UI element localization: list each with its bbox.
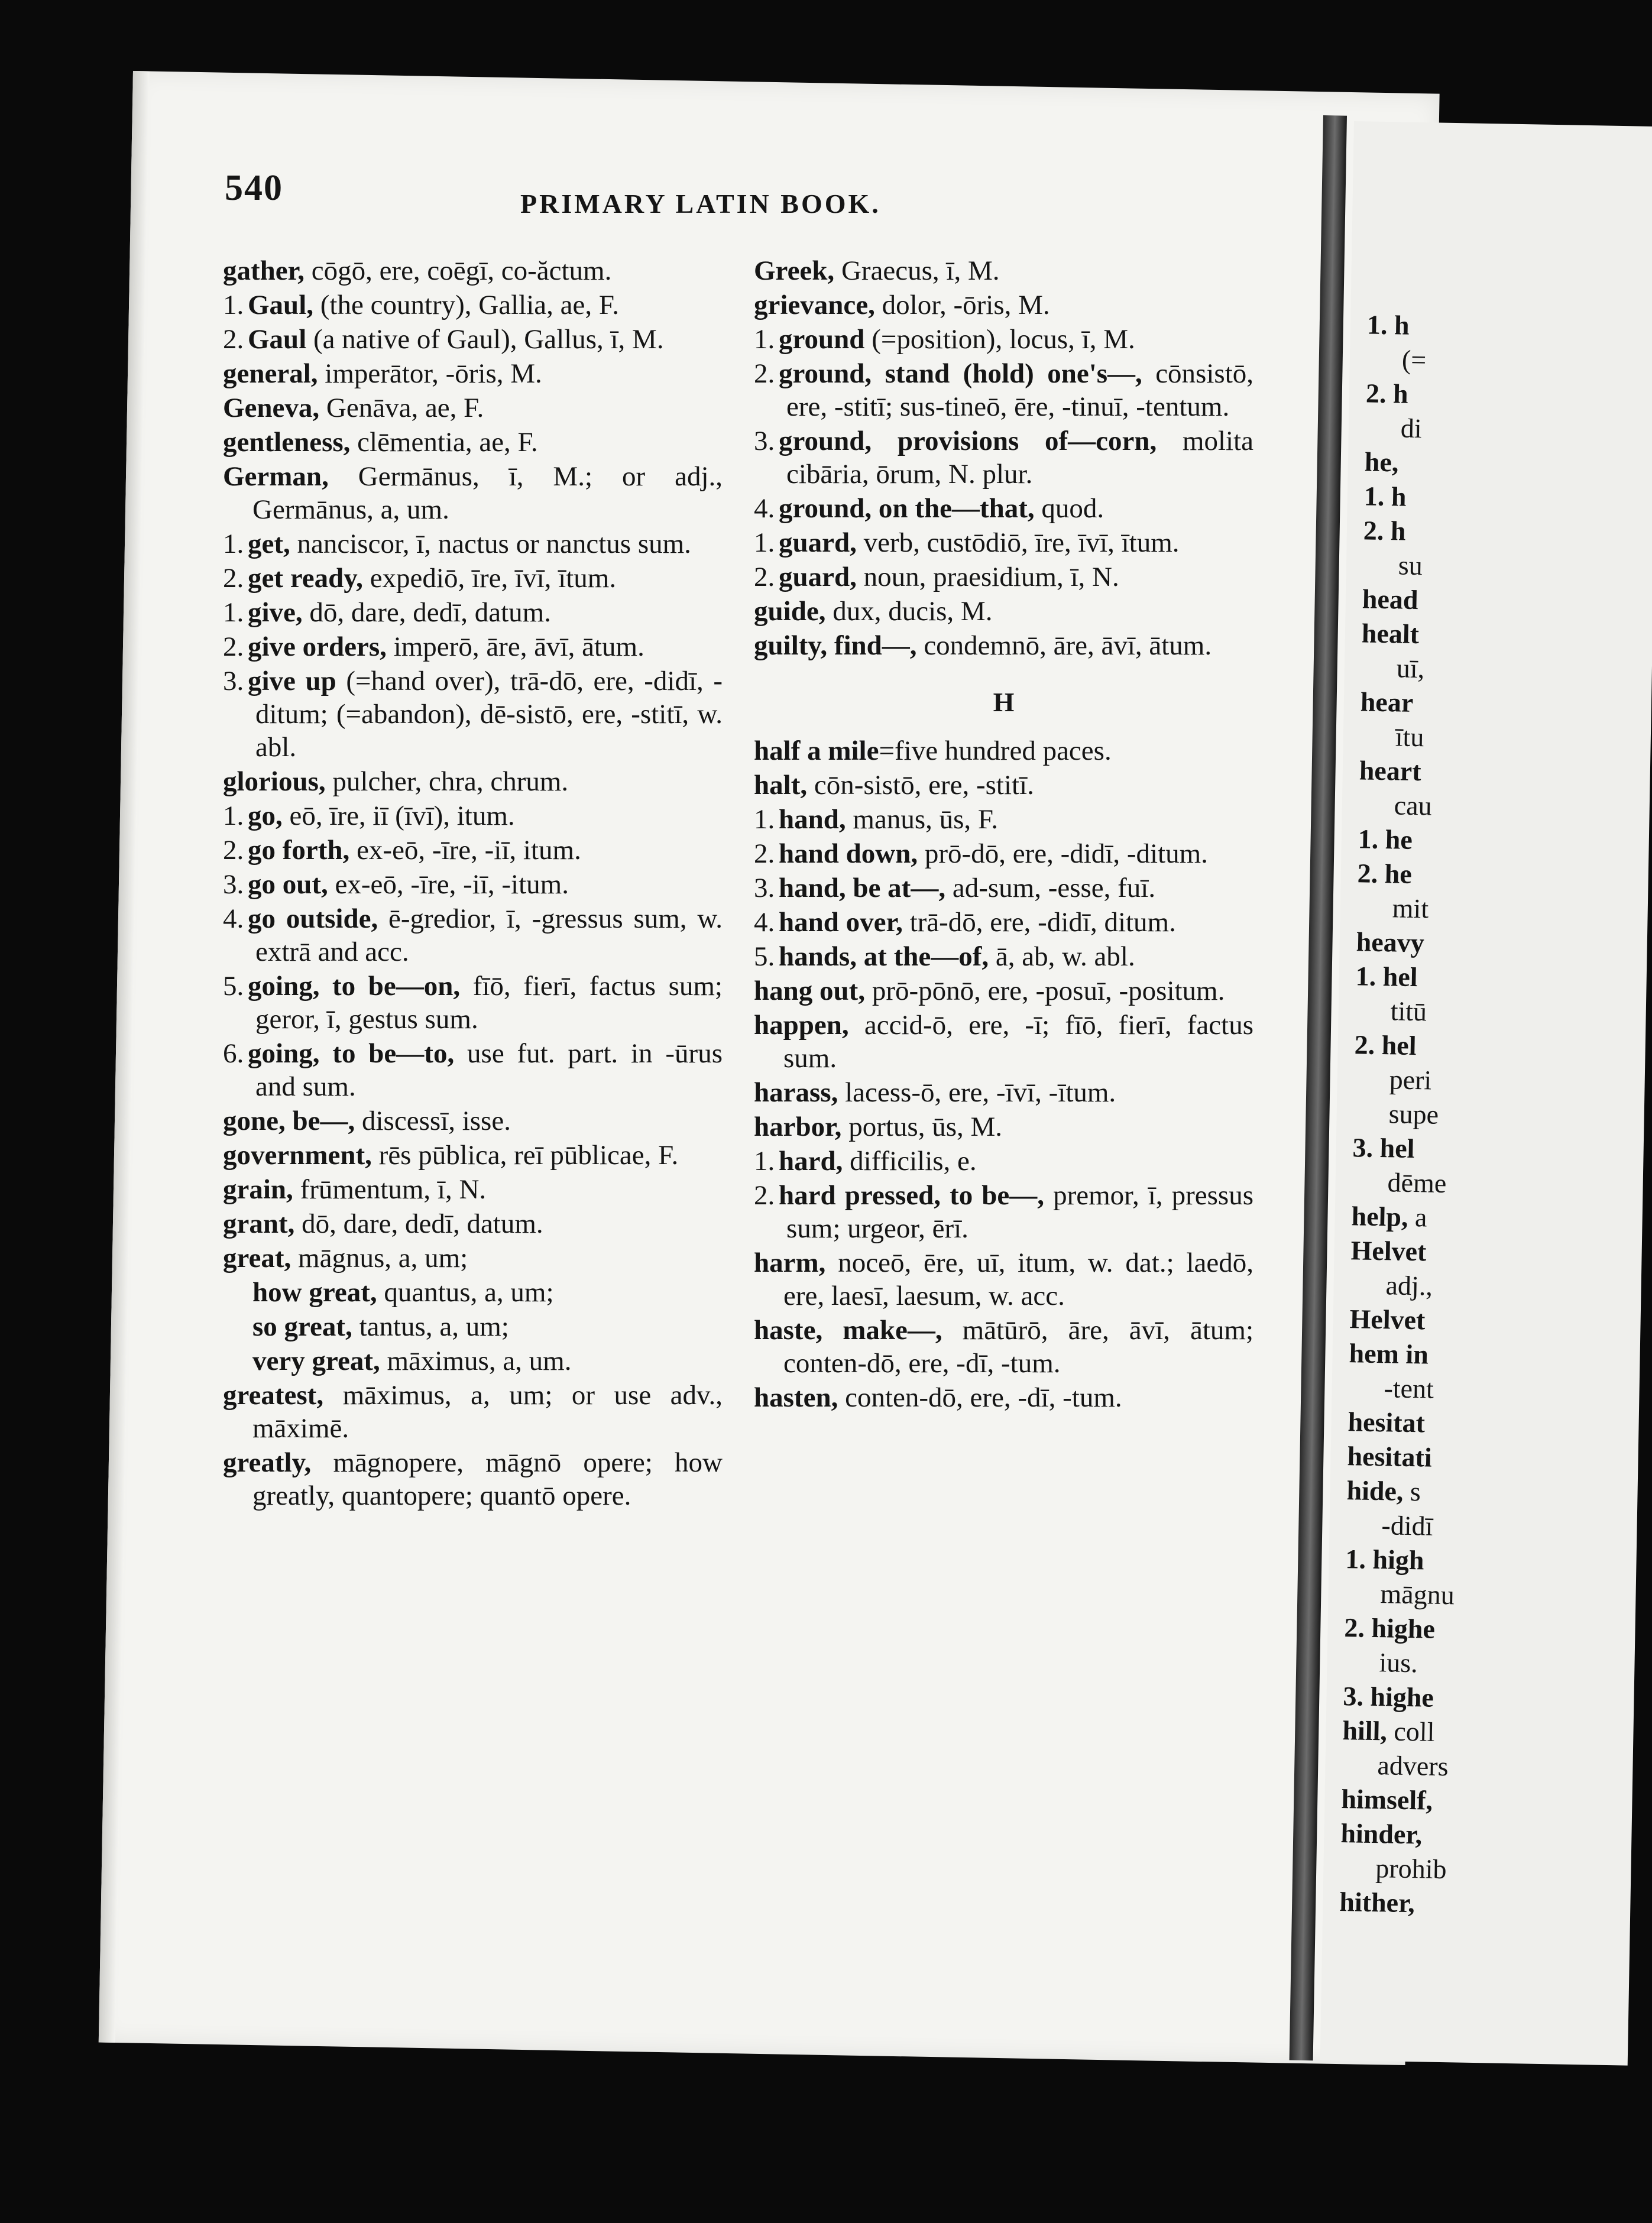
dictionary-entry <box>754 526 1253 559</box>
dictionary-entry <box>754 940 1253 973</box>
dictionary-entry <box>754 289 1253 322</box>
dictionary-entry <box>754 492 1253 525</box>
facing-entry-fragment <box>1326 1679 1634 1719</box>
headword: gentleness, <box>223 427 351 458</box>
facing-entry-fragment <box>1325 1748 1633 1787</box>
dictionary-entry <box>754 837 1253 870</box>
entry-number: 2. <box>223 324 244 355</box>
entry-definition: coll <box>1387 1716 1435 1747</box>
entry-definition: (= <box>1401 344 1427 375</box>
page-edge <box>99 71 150 2043</box>
dictionary-entry <box>754 1179 1253 1245</box>
dictionary-entry <box>223 527 723 560</box>
entry-definition: discessī, isse. <box>355 1106 511 1136</box>
headword: Geneva, <box>223 393 320 423</box>
facing-entry-fragment <box>1342 753 1650 793</box>
entry-definition: Graecus, ī, M. <box>834 255 1000 286</box>
entry-definition: ex-eō, -īre, -iī, itum. <box>349 835 581 866</box>
headword: hear <box>1360 686 1414 718</box>
entry-definition: noun, praesidium, ī, N. <box>856 562 1119 592</box>
entry-number: 3. <box>223 666 244 696</box>
entry-definition: māximus, a, um. <box>380 1346 572 1376</box>
dictionary-entry <box>754 769 1253 802</box>
headword: hand down, <box>779 838 918 869</box>
entry-definition: māgnopere, māgnō opere; how greatly, quantopere; quantō opere. <box>252 1447 723 1511</box>
facing-entry-fragment <box>1347 479 1652 519</box>
facing-entry-fragment <box>1329 1542 1637 1582</box>
dictionary-entry <box>223 630 723 663</box>
entry-definition: conten-dō, ere, -dī, -tum. <box>838 1382 1122 1413</box>
headword: hesitat <box>1347 1407 1426 1438</box>
headword: heavy <box>1356 926 1425 958</box>
dictionary-entry <box>223 391 723 424</box>
entry-number: 1. <box>223 529 244 559</box>
left-column <box>223 254 723 1514</box>
facing-entry-fragment <box>1327 1645 1635 1684</box>
entry-definition: -didī <box>1381 1510 1433 1541</box>
facing-entry-fragment <box>1330 1473 1638 1513</box>
headword: hide, <box>1346 1475 1404 1506</box>
facing-entry-fragment <box>1345 582 1652 621</box>
entry-definition: prohib <box>1375 1853 1447 1885</box>
facing-page <box>1320 121 1652 2066</box>
headword: Greek, <box>754 255 835 286</box>
right-column <box>754 254 1253 1415</box>
headword: 1. he <box>1358 824 1413 855</box>
entry-definition: verb, custōdiō, īre, īvī, ītum. <box>856 527 1180 558</box>
headword: go forth, <box>248 835 350 866</box>
entry-definition: s <box>1403 1476 1421 1507</box>
entry-definition: ē-gredior, ī, -gressus sum, w. extrā and acc. <box>255 903 723 967</box>
headword: hesitati <box>1347 1441 1433 1473</box>
entry-definition: manus, ūs, F. <box>846 804 999 835</box>
entry-definition: cōgō, ere, coēgī, co-ăctum. <box>304 255 612 286</box>
dictionary-entry <box>223 1446 723 1512</box>
entry-number: 1. <box>754 804 775 835</box>
entry-number: 4. <box>754 907 775 938</box>
facing-entry-fragment <box>1338 993 1646 1033</box>
headword: hard, <box>779 1146 843 1177</box>
headword: harm, <box>754 1247 826 1278</box>
entry-number: 2. <box>754 562 775 592</box>
entry-definition: =five hundred paces. <box>879 735 1112 766</box>
dictionary-entry <box>223 1139 723 1172</box>
dictionary-entry <box>223 1344 723 1378</box>
facing-entry-fragment <box>1345 616 1652 656</box>
entry-definition: māgnu <box>1380 1579 1455 1610</box>
entry-definition: Genāva, ae, F. <box>319 393 484 423</box>
entry-number: 1. <box>223 597 244 628</box>
entry-definition: (a native of Gaul), Gallus, ī, M. <box>306 324 664 355</box>
facing-entry-fragment <box>1331 1405 1639 1444</box>
dictionary-entry <box>223 596 723 629</box>
right-column-h-entries <box>754 734 1253 1414</box>
headword: great, <box>223 1243 291 1273</box>
facing-entry-fragment <box>1337 1028 1645 1067</box>
dictionary-entry <box>754 595 1253 628</box>
headword: hand over, <box>779 907 903 938</box>
dictionary-entry <box>754 1110 1253 1143</box>
headword: hand, <box>779 804 846 835</box>
entry-definition: rēs pūblica, reī pūblicae, F. <box>371 1140 679 1171</box>
headword: give up <box>248 666 336 696</box>
headword: gone, be—, <box>223 1106 355 1136</box>
headword: ground, provisions of—corn, <box>779 426 1157 456</box>
headword: go, <box>248 801 283 831</box>
facing-entry-fragment <box>1327 1610 1635 1650</box>
entry-definition: lacess-ō, ere, -īvī, -ītum. <box>838 1077 1116 1108</box>
headword: Helvet <box>1350 1235 1427 1267</box>
entry-number: 2. <box>223 631 244 662</box>
entry-definition: mit <box>1392 893 1429 924</box>
entry-definition: Germānus, ī, M.; or adj., Germānus, a, um. <box>252 461 723 525</box>
facing-entry-fragment <box>1349 342 1652 381</box>
dictionary-entry <box>223 970 723 1036</box>
headword: hands, at the—of, <box>779 941 989 972</box>
entry-number: 1. <box>223 801 244 831</box>
entry-definition: a <box>1408 1201 1427 1233</box>
facing-entry-fragment <box>1340 856 1648 896</box>
entry-definition: pulcher, chra, chrum. <box>325 766 569 797</box>
facing-page-entries <box>1323 121 1652 1924</box>
headword: guilty, find—, <box>754 630 917 661</box>
headword: 1. hel <box>1355 961 1418 993</box>
headword: hither, <box>1339 1887 1415 1919</box>
entry-definition: imperō, āre, āvī, ātum. <box>386 631 644 662</box>
headword: ground, stand (hold) one's—, <box>779 358 1142 389</box>
headword: government, <box>223 1140 372 1171</box>
entry-definition: mātūrō, āre, āvī, ātum; conten-dō, ere, -dī, -tum. <box>783 1315 1253 1379</box>
headword: help, <box>1351 1201 1408 1232</box>
entry-definition: dolor, -ōris, M. <box>874 290 1050 320</box>
entry-definition: molita cibāria, ōrum, N. plur. <box>786 426 1253 490</box>
entry-number: 3. <box>754 426 775 456</box>
headword: harass, <box>754 1077 838 1108</box>
entry-definition: titū <box>1390 996 1427 1027</box>
facing-entry-fragment <box>1333 1268 1641 1307</box>
facing-entry-fragment <box>1336 1096 1644 1136</box>
headword: very great, <box>252 1346 380 1376</box>
headword: get, <box>248 529 290 559</box>
dictionary-entry <box>223 1173 723 1206</box>
headword: 2. hel <box>1354 1029 1417 1061</box>
entry-number: 2. <box>223 563 244 594</box>
headword: ground <box>779 324 865 355</box>
headword: give, <box>248 597 303 628</box>
entry-definition: cōn-sistō, ere, -stitī. <box>807 770 1034 801</box>
dictionary-entry <box>754 357 1253 423</box>
dictionary-entry <box>223 1276 723 1309</box>
facing-entry-fragment <box>1344 650 1652 690</box>
entry-definition: dux, ducis, M. <box>825 596 993 627</box>
headword: happen, <box>754 1010 849 1041</box>
dictionary-entry <box>223 834 723 867</box>
dictionary-entry <box>754 974 1253 1007</box>
entry-definition: prō-dō, ere, -didī, -ditum. <box>918 838 1208 869</box>
headword: grievance, <box>754 290 875 320</box>
entry-number: 3. <box>754 873 775 903</box>
entry-definition: māximus, a, um; or use adv., māximē. <box>252 1380 723 1444</box>
dictionary-entry <box>223 1037 723 1103</box>
headword: hard pressed, to be—, <box>779 1180 1045 1211</box>
headword: give orders, <box>248 631 387 662</box>
dictionary-entry <box>754 803 1253 836</box>
headword: get ready, <box>248 563 363 594</box>
facing-entry-fragment <box>1323 1885 1631 1924</box>
entry-definition: frūmentum, ī, N. <box>293 1174 487 1205</box>
facing-entry-fragment <box>1340 890 1648 930</box>
entry-number: 1. <box>223 290 244 320</box>
dictionary-entry <box>754 1381 1253 1414</box>
facing-entry-fragment <box>1332 1336 1640 1376</box>
headword: he, <box>1364 446 1399 478</box>
entry-definition: advers <box>1377 1750 1449 1782</box>
dictionary-entry <box>223 1242 723 1275</box>
dictionary-entry <box>754 1145 1253 1178</box>
entry-definition: quantus, a, um; <box>377 1277 554 1308</box>
dictionary-entry <box>754 734 1253 767</box>
facing-entry-fragment <box>1332 1370 1640 1410</box>
dictionary-entry <box>223 1310 723 1343</box>
entry-definition: portus, ūs, M. <box>841 1112 1003 1142</box>
headword: hasten, <box>754 1382 838 1413</box>
dictionary-entry <box>223 357 723 390</box>
facing-entry-fragment <box>1323 1851 1631 1890</box>
headword: Gaul, <box>248 290 314 320</box>
entry-definition: expediō, īre, īvī, ītum. <box>362 563 617 594</box>
entry-definition: eō, īre, iī (īvī), itum. <box>282 801 515 831</box>
entry-definition: nanciscor, ī, nactus or nanctus sum. <box>290 529 691 559</box>
headword: himself, <box>1341 1784 1433 1816</box>
facing-entry-fragment <box>1343 685 1651 724</box>
headword: grant, <box>223 1208 295 1239</box>
headword: hand, be at—, <box>779 873 946 903</box>
dictionary-entry <box>754 254 1253 287</box>
headword: 3. highe <box>1343 1681 1434 1713</box>
dictionary-entry <box>223 1379 723 1445</box>
headword: how great, <box>252 1277 377 1308</box>
headword: hinder, <box>1340 1818 1423 1850</box>
facing-entry-fragment <box>1328 1576 1636 1616</box>
dictionary-entry <box>754 1009 1253 1075</box>
entry-number: 4. <box>754 493 775 524</box>
facing-entry-fragment <box>1330 1439 1638 1479</box>
entry-definition: clēmentia, ae, F. <box>350 427 538 458</box>
headword: ground, on the—that, <box>779 493 1035 524</box>
entry-definition: ā, ab, w. abl. <box>989 941 1135 972</box>
dictionary-entry <box>223 460 723 526</box>
entry-definition: noceō, ēre, uī, itum, w. dat.; laedō, ere, laesī, laesum, w. acc. <box>783 1247 1253 1311</box>
headword: Gaul <box>248 324 307 355</box>
headword: glorious, <box>223 766 326 797</box>
dictionary-entry <box>223 254 723 287</box>
headword: going, to be—on, <box>248 971 461 1002</box>
headword: healt <box>1361 618 1420 650</box>
dictionary-entry <box>223 902 723 968</box>
headword: 1. h <box>1366 309 1410 341</box>
headword: 2. highe <box>1344 1612 1436 1644</box>
entry-definition: cau <box>1394 790 1433 821</box>
dictionary-entry <box>754 1314 1253 1380</box>
facing-entry-fragment <box>1333 1302 1641 1341</box>
facing-entry-fragment <box>1339 959 1647 999</box>
headword: 1. high <box>1345 1544 1424 1576</box>
entry-definition: difficilis, e. <box>843 1146 977 1177</box>
facing-entry-fragment <box>1346 513 1652 553</box>
entry-definition: prō-pōnō, ere, -posuī, -positum. <box>865 976 1225 1006</box>
headword: hem in <box>1349 1338 1429 1370</box>
facing-entry-fragment <box>1324 1816 1632 1856</box>
entry-definition: premor, ī, pressus sum; urgeor, ērī. <box>786 1180 1253 1244</box>
entry-number: 1. <box>754 324 775 355</box>
headword: so great, <box>252 1311 352 1342</box>
facing-entry-fragment <box>1334 1233 1642 1273</box>
entry-definition: condemnō, āre, āvī, ātum. <box>916 630 1212 661</box>
headword: gather, <box>223 255 305 286</box>
facing-entry-fragment <box>1326 1713 1634 1753</box>
facing-entry-fragment <box>1349 376 1652 416</box>
headword: go out, <box>248 869 328 900</box>
entry-definition: use fut. part. in -ūrus and sum. <box>255 1038 723 1102</box>
dictionary-entry <box>754 1076 1253 1109</box>
entry-number: 2. <box>754 838 775 869</box>
headword: grain, <box>223 1174 293 1205</box>
facing-entry-fragment <box>1346 547 1652 587</box>
entry-definition: supe <box>1388 1098 1439 1130</box>
dictionary-entry <box>754 906 1253 939</box>
entry-definition: māgnus, a, um; <box>291 1243 468 1273</box>
entry-number: 5. <box>223 971 244 1002</box>
entry-definition: dēme <box>1387 1167 1447 1198</box>
dictionary-entry <box>754 424 1253 491</box>
entry-number: 2. <box>223 835 244 866</box>
facing-entry-fragment <box>1337 1062 1645 1101</box>
headword: hill, <box>1342 1715 1388 1746</box>
dictionary-entry <box>223 1207 723 1240</box>
entry-definition: di <box>1400 413 1423 444</box>
entry-definition: tantus, a, um; <box>352 1311 509 1342</box>
headword: hang out, <box>754 976 866 1006</box>
headword: half a mile <box>754 735 879 766</box>
headword: head <box>1362 584 1418 615</box>
headword: guard, <box>779 527 857 558</box>
facing-entry-fragment <box>1347 445 1652 484</box>
entry-definition: ītu <box>1395 721 1424 753</box>
facing-entry-fragment <box>1324 1782 1632 1822</box>
right-column-g-entries <box>754 254 1253 662</box>
dictionary-entry <box>754 1246 1253 1313</box>
headword: 2. he <box>1357 858 1413 889</box>
dictionary-entry <box>223 323 723 356</box>
headword: guard, <box>779 562 857 592</box>
facing-entry-fragment <box>1329 1508 1637 1547</box>
entry-number: 1. <box>754 1146 775 1177</box>
dictionary-entry <box>223 665 723 764</box>
entry-definition: (=position), locus, ī, M. <box>864 324 1135 355</box>
headword: 2. h <box>1363 515 1406 546</box>
headword: going, to be—to, <box>248 1038 455 1069</box>
entry-definition: -tent <box>1384 1373 1434 1404</box>
dictionary-entry <box>223 1104 723 1138</box>
running-head: PRIMARY LATIN BOOK. <box>520 189 881 219</box>
facing-entry-fragment <box>1335 1165 1643 1204</box>
entry-definition: adj., <box>1385 1270 1433 1301</box>
facing-entry-fragment <box>1348 410 1652 450</box>
entry-definition: su <box>1398 550 1423 581</box>
entry-definition: imperātor, -ōris, M. <box>318 358 542 389</box>
headword: heart <box>1359 755 1422 787</box>
headword: halt, <box>754 770 808 801</box>
entry-number: 6. <box>223 1038 244 1069</box>
headword: 2. h <box>1365 378 1409 409</box>
entry-definition: uī, <box>1396 653 1425 684</box>
facing-entry-fragment <box>1339 925 1647 964</box>
headword: Helvet <box>1349 1304 1426 1336</box>
entry-number: 5. <box>754 941 775 972</box>
dictionary-entry <box>223 562 723 595</box>
entry-definition: trā-dō, ere, -didī, ditum. <box>902 907 1176 938</box>
dictionary-entry <box>223 799 723 832</box>
headword: go outside, <box>248 903 378 934</box>
entry-definition: fīō, fierī, factus sum; geror, ī, gestus sum. <box>255 971 723 1035</box>
entry-definition: quod. <box>1034 493 1104 524</box>
entry-definition: (the country), Gallia, ae, F. <box>313 290 619 320</box>
dictionary-entry <box>223 868 723 901</box>
entry-definition: cōnsistō, ere, -stitī; sus-tineō, ēre, -tinuī, -tentum. <box>786 358 1254 422</box>
dictionary-entry <box>754 871 1253 905</box>
entry-number: 2. <box>754 358 775 389</box>
entry-number: 1. <box>754 527 775 558</box>
entry-definition: ex-eō, -īre, -iī, -itum. <box>328 869 569 900</box>
headword: harbor, <box>754 1112 842 1142</box>
entry-definition: accid-ō, ere, -ī; fīō, fierī, factus sum. <box>783 1010 1253 1074</box>
entry-definition: dō, dare, dedī, datum. <box>302 597 551 628</box>
section-letter: H <box>993 687 1015 717</box>
headword: 3. hel <box>1352 1132 1415 1164</box>
facing-entry-fragment <box>1336 1130 1644 1170</box>
facing-entry-fragment <box>1334 1199 1643 1239</box>
dictionary-entry <box>754 323 1253 356</box>
headword: 1. h <box>1363 481 1407 512</box>
headword: greatly, <box>223 1447 312 1478</box>
facing-entry-fragment <box>1341 822 1649 861</box>
facing-entry-fragment <box>1342 788 1650 827</box>
headword: guide, <box>754 596 826 627</box>
entry-number: 4. <box>223 903 244 934</box>
entry-definition: dō, dare, dedī, datum. <box>294 1208 543 1239</box>
headword: haste, make—, <box>754 1315 942 1346</box>
dictionary-entry <box>754 560 1253 594</box>
dictionary-entry <box>223 289 723 322</box>
entry-definition: ius. <box>1379 1647 1418 1678</box>
entry-definition: ad-sum, -esse, fuī. <box>945 873 1156 903</box>
facing-entry-fragment <box>1343 719 1651 759</box>
entry-definition: peri <box>1389 1064 1432 1096</box>
entry-number: 2. <box>754 1180 775 1211</box>
dictionary-entry <box>223 765 723 798</box>
entry-definition: (=hand over), trā-dō, ere, -didī, -ditum; (=abandon), dē-sistō, ere, -stitī, w. abl. <box>255 666 723 763</box>
dictionary-entry <box>223 426 723 459</box>
facing-entry-fragment <box>1350 307 1652 347</box>
headword: greatest, <box>223 1380 324 1411</box>
page-number: 540 <box>225 168 283 208</box>
entry-number: 3. <box>223 869 244 900</box>
headword: German, <box>223 461 329 492</box>
dictionary-entry <box>754 629 1253 662</box>
headword: general, <box>223 358 318 389</box>
